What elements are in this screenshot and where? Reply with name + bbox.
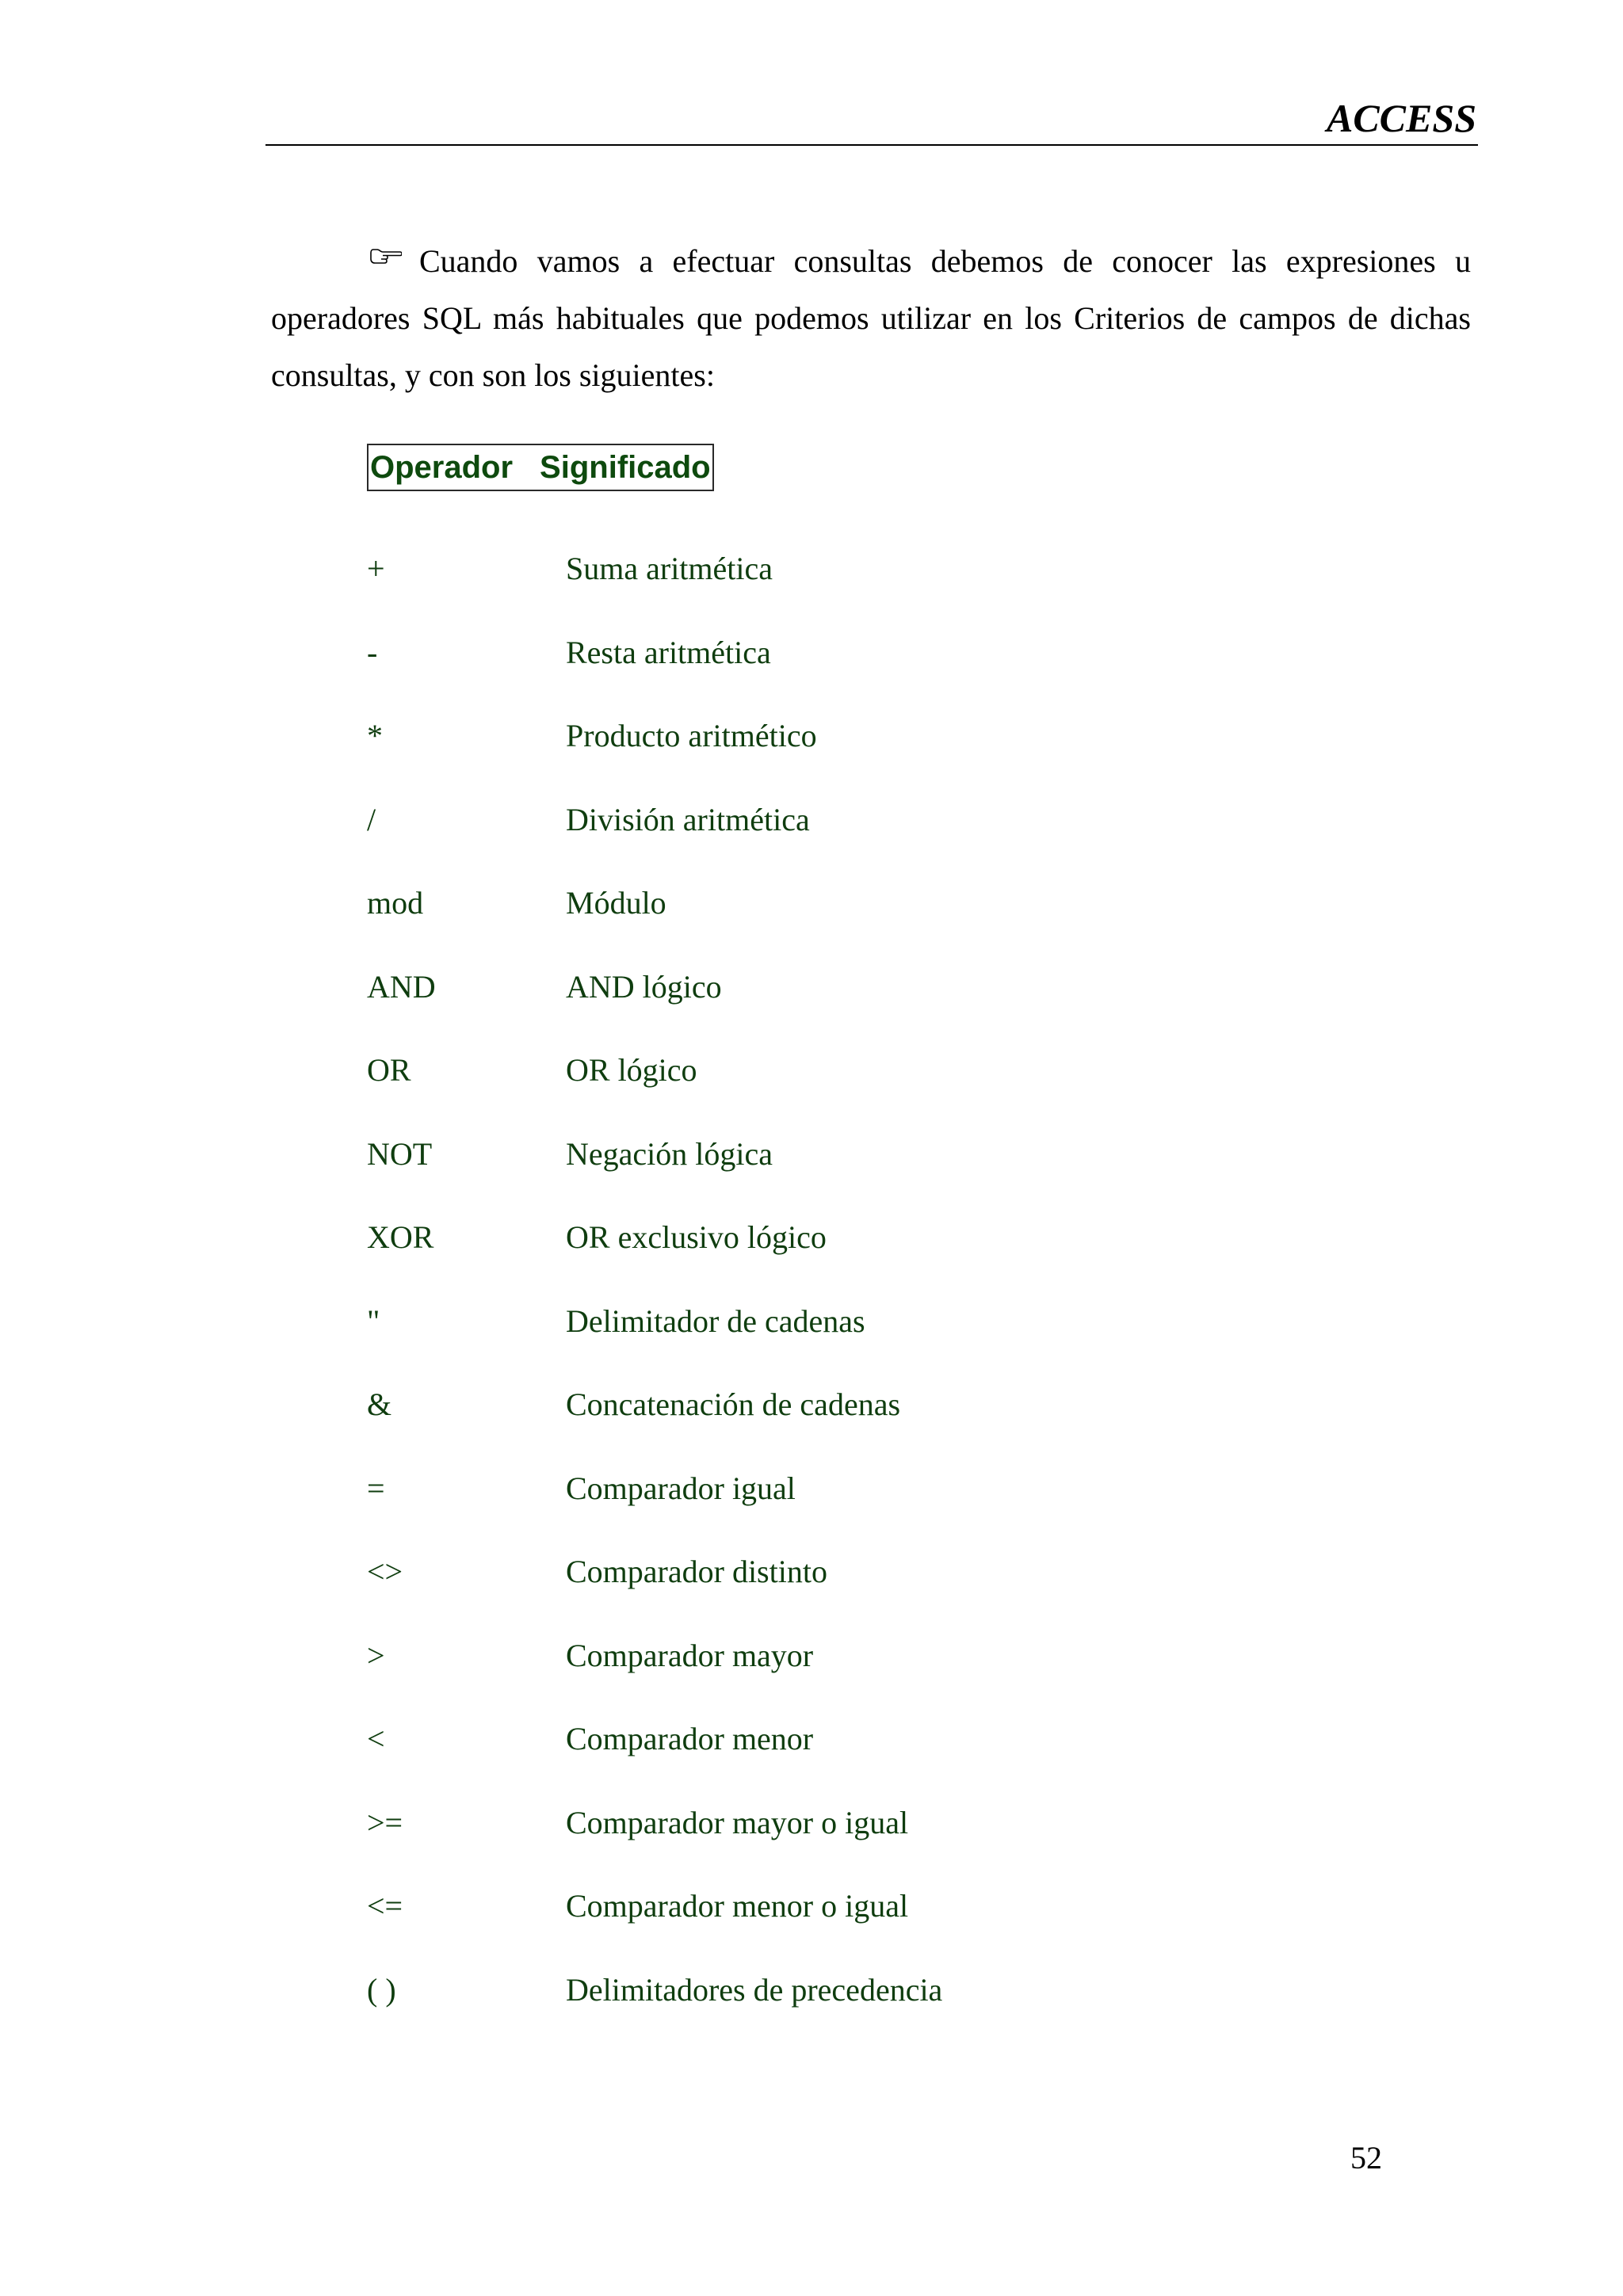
intro-paragraph xyxy=(271,233,1471,404)
table-row xyxy=(367,1463,1080,1547)
table-row xyxy=(367,962,1080,1046)
operator-cell: * xyxy=(367,718,383,753)
meaning-cell: Suma aritmética xyxy=(566,551,773,586)
meaning-cell: OR lógico xyxy=(566,1052,697,1088)
table-row xyxy=(367,1379,1080,1463)
meaning-cell: Delimitadores de precedencia xyxy=(566,1971,943,2008)
operator-cell: >= xyxy=(367,1804,403,1840)
operator-cell: + xyxy=(367,551,385,586)
column-header-operator: Operador xyxy=(370,449,514,485)
table-row xyxy=(367,711,1080,795)
table-row xyxy=(367,1547,1080,1630)
column-header-meaning: Significado xyxy=(540,449,711,485)
meaning-cell: Comparador menor o igual xyxy=(566,1888,909,1924)
meaning-cell: Comparador igual xyxy=(566,1470,796,1506)
meaning-cell: Comparador mayor xyxy=(566,1637,814,1673)
meaning-cell: División aritmética xyxy=(566,801,810,837)
table-row xyxy=(367,1965,1080,2049)
table-row xyxy=(367,1798,1080,1882)
operator-cell: ( ) xyxy=(367,1971,396,2008)
meaning-cell: OR exclusivo lógico xyxy=(566,1219,827,1255)
meaning-cell: Producto aritmético xyxy=(566,718,817,753)
intro-text: Cuando vamos a efectuar consultas debemos de conocer las expresiones u operadores SQL más habituales que podemos utilizar en los Criterios de campos de dichas consultas, y con son los siguientes: xyxy=(271,243,1471,393)
operator-table xyxy=(367,543,1080,2048)
meaning-cell: Concatenación de cadenas xyxy=(566,1386,901,1422)
operator-cell: NOT xyxy=(367,1135,433,1172)
table-row xyxy=(367,1212,1080,1296)
pointing-hand-icon xyxy=(370,246,402,269)
operator-cell: > xyxy=(367,1637,385,1673)
operator-cell: & xyxy=(367,1386,392,1422)
operator-cell: - xyxy=(367,634,378,670)
page-number: 52 xyxy=(1350,2140,1382,2176)
operator-cell: = xyxy=(367,1470,385,1506)
table-row xyxy=(367,1045,1080,1129)
meaning-cell: Delimitador de cadenas xyxy=(566,1302,865,1339)
table-row xyxy=(367,1714,1080,1798)
table-row xyxy=(367,1881,1080,1965)
operator-cell: XOR xyxy=(367,1219,434,1255)
table-row xyxy=(367,1129,1080,1213)
operator-cell: AND xyxy=(367,968,436,1005)
header-rule xyxy=(265,144,1478,146)
operator-cell: <= xyxy=(367,1888,403,1924)
operator-cell: <> xyxy=(367,1554,403,1589)
meaning-cell: Resta aritmética xyxy=(566,634,771,670)
meaning-cell: Comparador mayor o igual xyxy=(566,1804,909,1840)
operator-cell: / xyxy=(367,801,376,837)
meaning-cell: Módulo xyxy=(566,885,666,921)
operator-cell: OR xyxy=(367,1052,411,1088)
meaning-cell: Comparador distinto xyxy=(566,1554,827,1589)
meaning-cell: AND lógico xyxy=(566,968,722,1005)
meaning-cell: Comparador menor xyxy=(566,1721,814,1756)
header-title: ACCESS xyxy=(1326,96,1476,140)
operator-cell: mod xyxy=(367,885,424,921)
table-row xyxy=(367,795,1080,879)
table-row xyxy=(367,1296,1080,1380)
table-row xyxy=(367,1630,1080,1714)
meaning-cell: Negación lógica xyxy=(566,1135,773,1172)
table-row xyxy=(367,543,1080,627)
table-header xyxy=(367,444,714,491)
table-row xyxy=(367,878,1080,962)
operator-cell: " xyxy=(367,1302,380,1339)
operator-cell: < xyxy=(367,1721,385,1756)
table-row xyxy=(367,627,1080,711)
